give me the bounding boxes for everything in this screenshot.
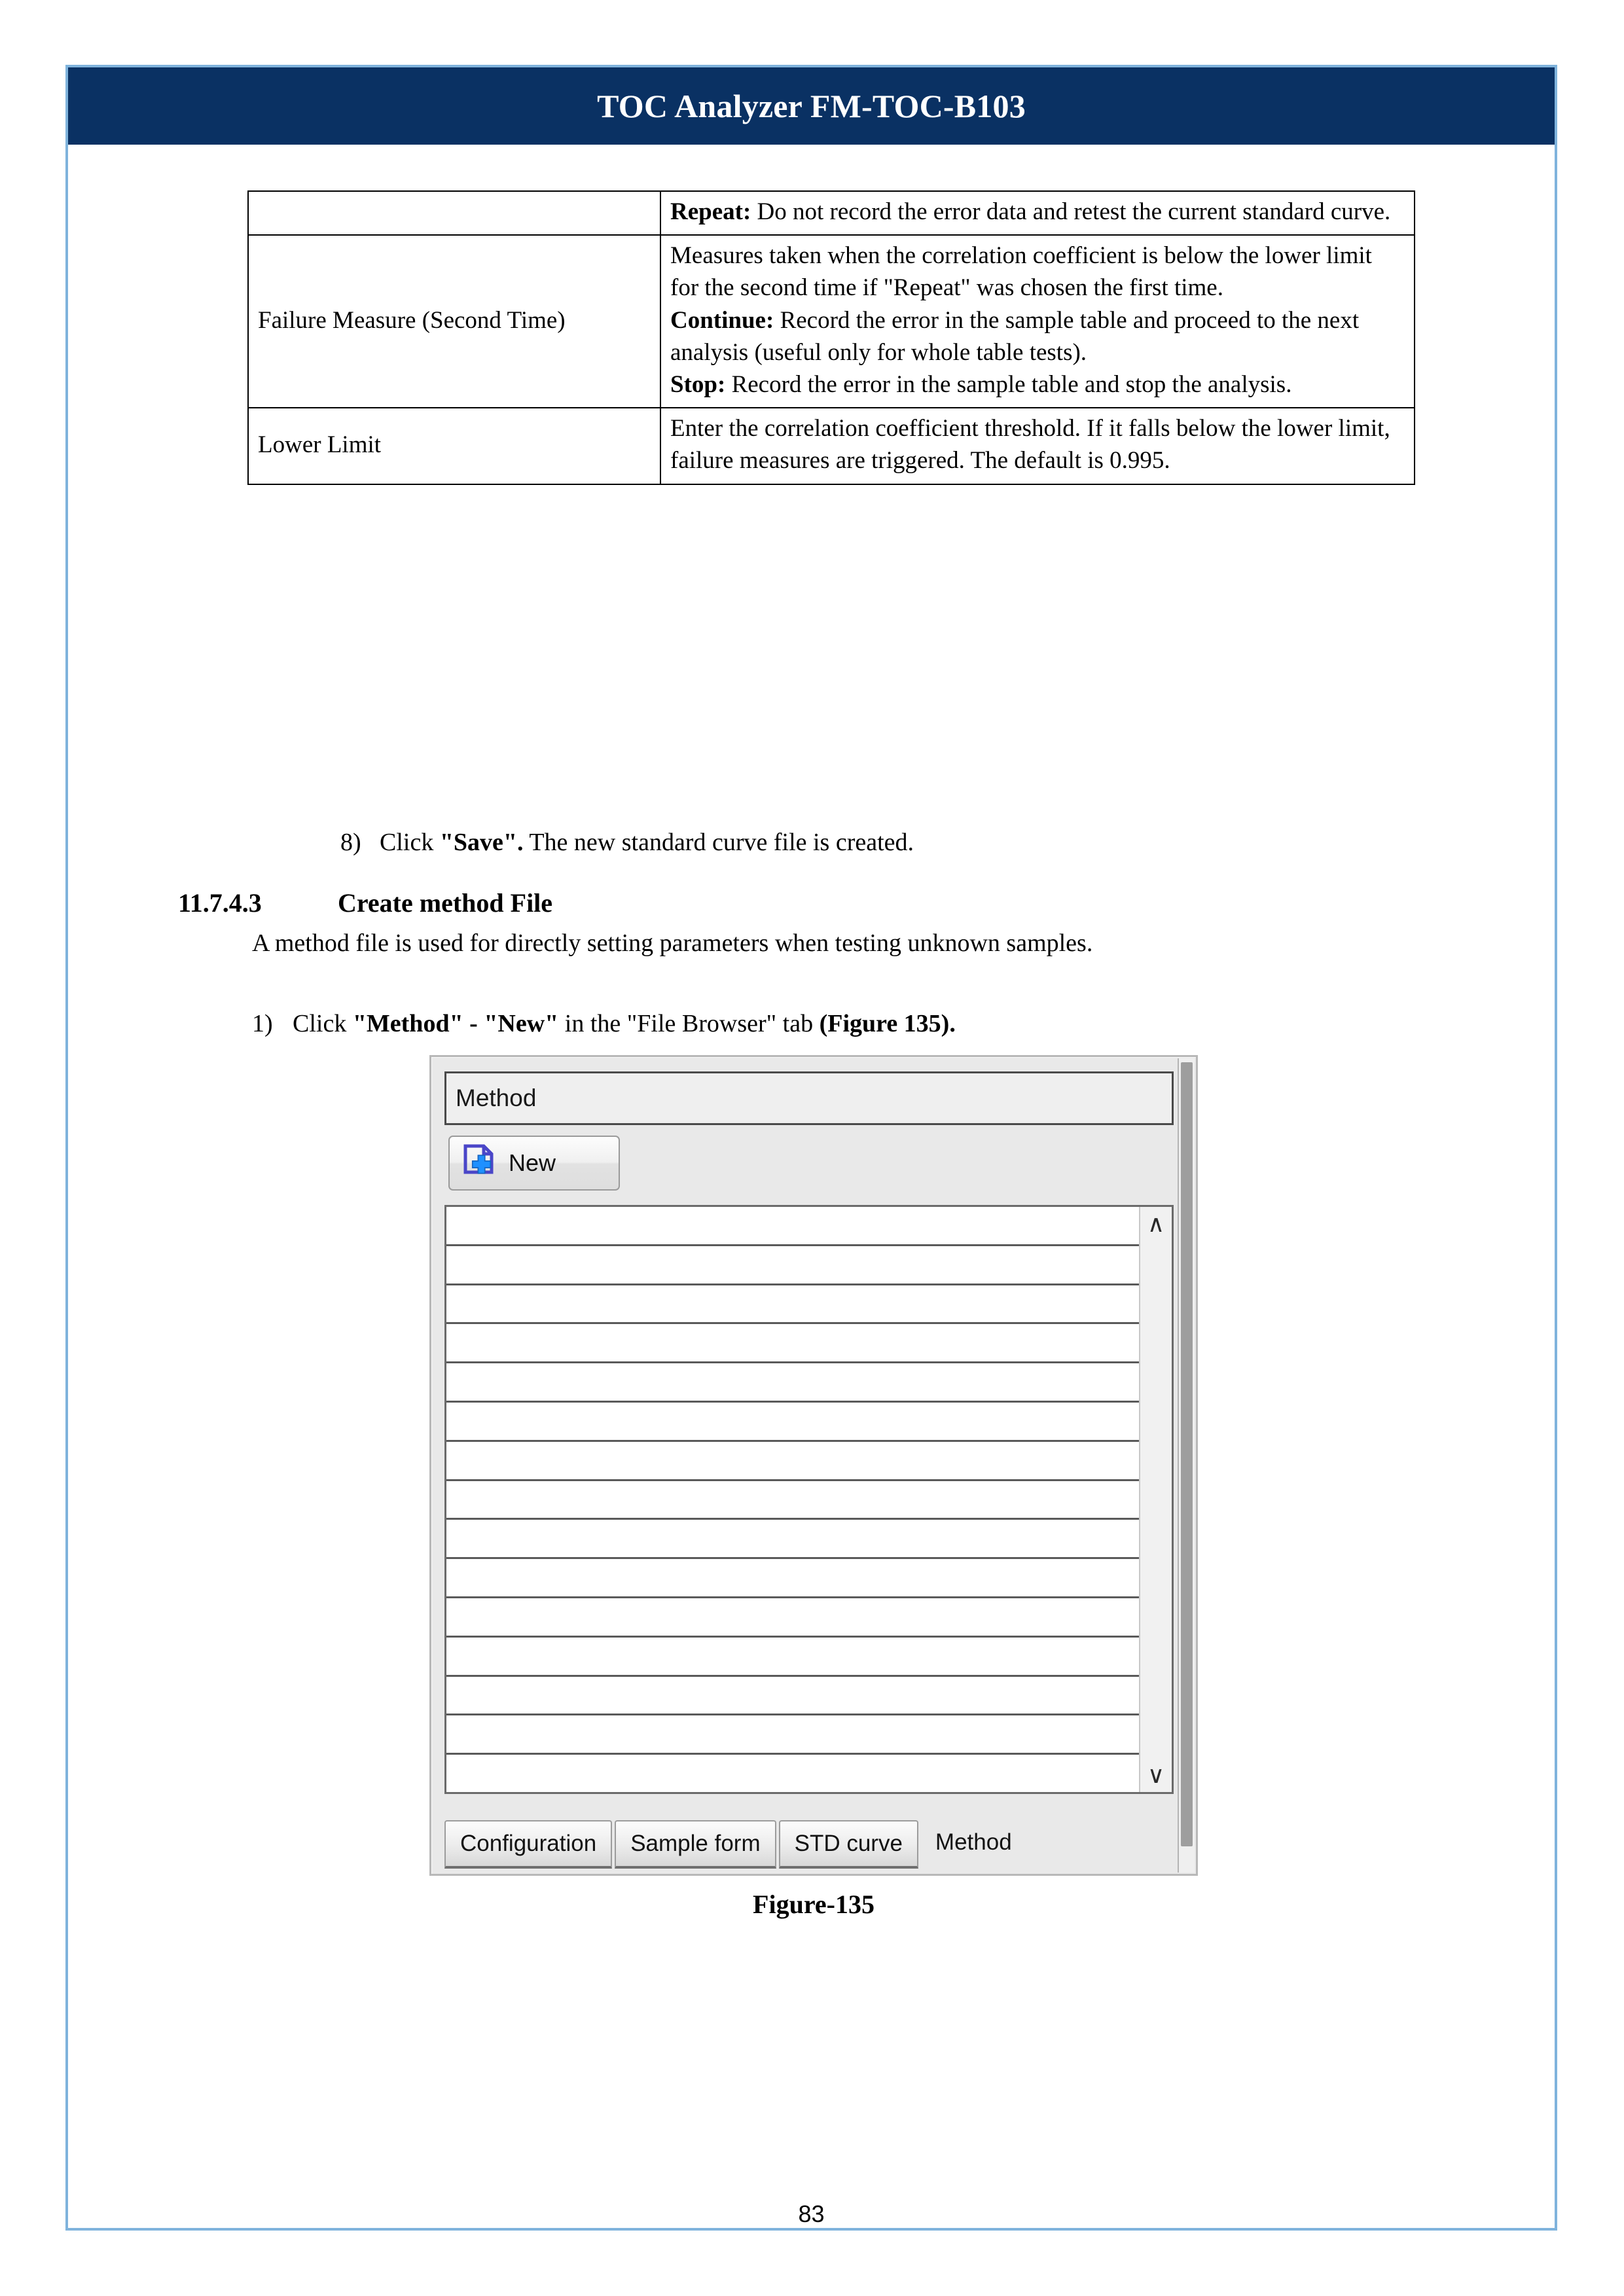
table-row	[248, 235, 1415, 408]
table-cell-label: Lower Limit	[248, 408, 660, 484]
step-1-number: 1)	[252, 1010, 273, 1037]
tab-method[interactable]	[921, 1816, 1026, 1869]
list-item[interactable]	[446, 1598, 1139, 1638]
tab-method-label: Method	[935, 1829, 1012, 1855]
parameter-table	[247, 190, 1415, 485]
list-item[interactable]	[446, 1324, 1139, 1363]
list-item[interactable]	[446, 1638, 1139, 1677]
list-item[interactable]	[446, 1520, 1139, 1559]
step-8-number: 8)	[340, 829, 361, 856]
window-scrollbar-thumb[interactable]	[1181, 1062, 1193, 1846]
section-number: 11.7.4.3	[178, 888, 262, 918]
tab-configuration[interactable]	[444, 1820, 612, 1869]
new-button-label: New	[509, 1149, 556, 1176]
list-vertical-scrollbar[interactable]	[1139, 1207, 1172, 1792]
step-1-paragraph	[252, 1007, 1391, 1042]
step-1-text: Click "Method" - "New" in the "File Browser" tab (Figure 135).	[293, 1010, 956, 1037]
section-heading	[178, 888, 1389, 918]
window-vertical-scrollbar[interactable]	[1178, 1058, 1195, 1873]
panel-name-value: Method	[456, 1085, 537, 1111]
step-8-paragraph	[340, 825, 1388, 861]
file-browser-panel	[429, 1055, 1198, 1876]
document-header-band	[68, 67, 1555, 145]
table-cell-description: Repeat: Do not record the error data and retest the current standard curve.	[660, 191, 1415, 235]
section-title: Create method File	[338, 888, 553, 918]
scroll-up-arrow-icon[interactable]: ∧	[1147, 1210, 1165, 1237]
tab-sample-form[interactable]	[615, 1820, 776, 1869]
figure-135-image	[429, 1055, 1198, 1876]
panel-toolbar	[444, 1134, 1174, 1193]
new-button[interactable]	[448, 1136, 620, 1191]
table-cell-label	[248, 191, 660, 235]
step-8-text: Click "Save". The new standard curve file is created.	[380, 829, 914, 856]
list-item[interactable]	[446, 1715, 1139, 1755]
tab-configuration-label: Configuration	[460, 1831, 597, 1856]
tab-sample-form-label: Sample form	[630, 1831, 761, 1856]
table-row	[248, 191, 1415, 235]
list-item[interactable]	[446, 1285, 1139, 1325]
list-item[interactable]	[446, 1403, 1139, 1442]
list-item[interactable]	[446, 1559, 1139, 1598]
document-title: TOC Analyzer FM-TOC-B103	[597, 88, 1026, 124]
page-number: 83	[798, 2200, 825, 2227]
table-row	[248, 408, 1415, 484]
panel-tab-strip	[444, 1806, 1174, 1869]
list-item[interactable]	[446, 1755, 1139, 1792]
table-cell-description: Measures taken when the correlation coefficient is below the lower limit for the second time if "Repeat" was chosen the first time. Continue: Record the error in the sample table and proceed to the next analysis (useful only for whole table tests). Stop: Record the error in the sample table and stop the analysis.	[660, 235, 1415, 408]
list-item[interactable]	[446, 1207, 1139, 1246]
list-item[interactable]	[446, 1677, 1139, 1716]
figure-caption: Figure-135	[753, 1890, 875, 1919]
section-paragraph: A method file is used for directly setting parameters when testing unknown samples.	[252, 929, 1093, 957]
panel-name-field[interactable]	[444, 1071, 1174, 1125]
scroll-down-arrow-icon[interactable]: ∨	[1147, 1761, 1165, 1788]
list-item[interactable]	[446, 1442, 1139, 1481]
list-item[interactable]	[446, 1481, 1139, 1520]
new-file-icon	[461, 1143, 498, 1183]
method-file-list[interactable]	[444, 1205, 1174, 1794]
list-item[interactable]	[446, 1246, 1139, 1285]
tab-std-curve[interactable]	[779, 1820, 918, 1869]
list-item[interactable]	[446, 1363, 1139, 1403]
tab-std-curve-label: STD curve	[794, 1831, 903, 1856]
table-cell-description: Enter the correlation coefficient threshold. If it falls below the lower limit, failure measures are triggered. The default is 0.995.	[660, 408, 1415, 484]
method-file-rows	[446, 1207, 1139, 1792]
table-cell-label: Failure Measure (Second Time)	[248, 235, 660, 408]
